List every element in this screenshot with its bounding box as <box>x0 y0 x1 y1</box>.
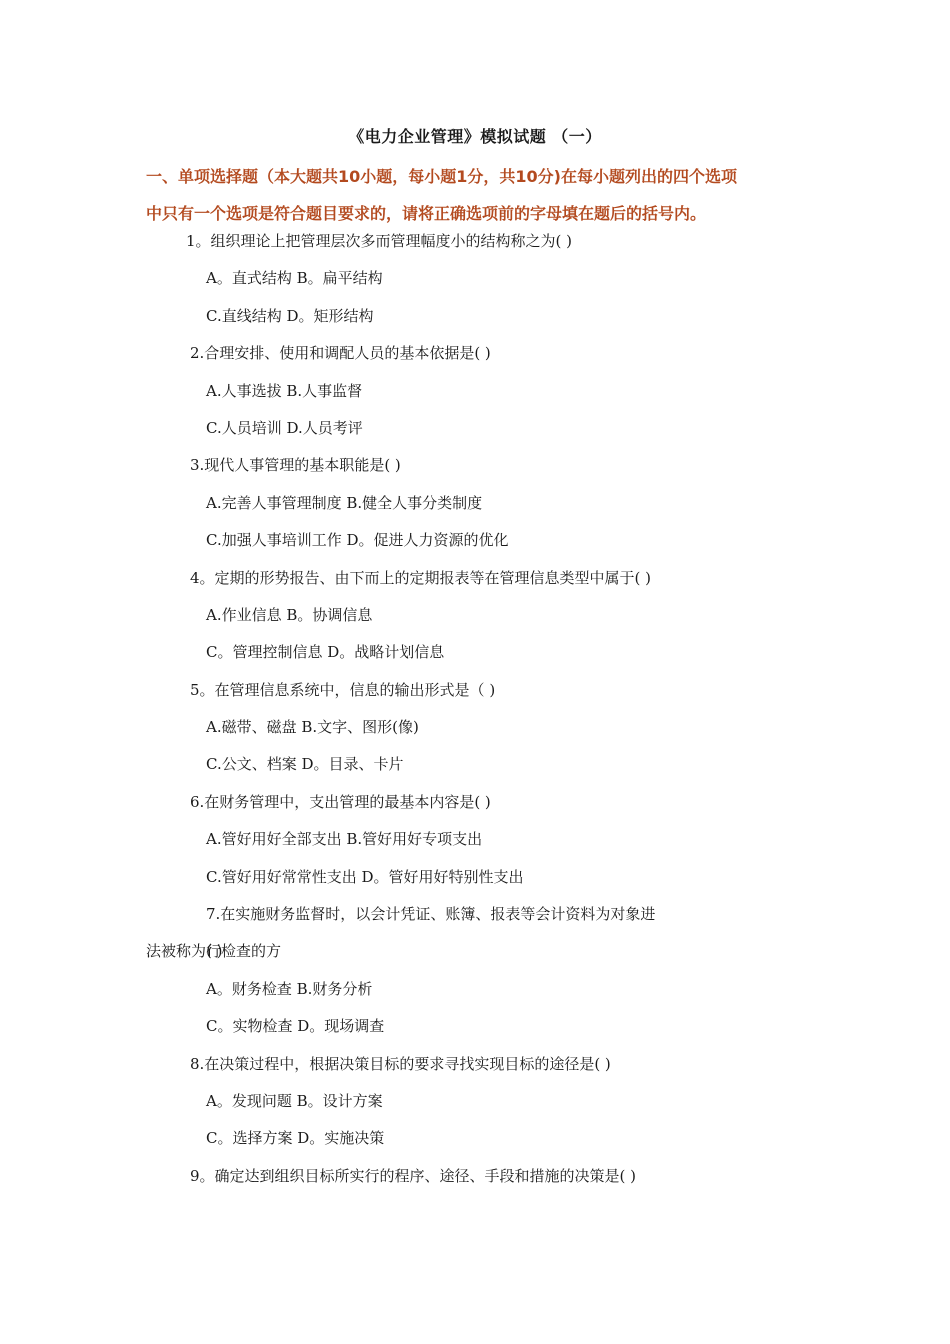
question-6-stem: 6.在财务管理中，支出管理的最基本内容是( ) <box>190 792 491 811</box>
question-2-stem: 2.合理安排、使用和调配人员的基本依据是( ) <box>190 344 491 363</box>
question-4-stem: 4。定期的形势报告、由下而上的定期报表等在管理信息类型中属于( ) <box>190 568 652 587</box>
question-3-stem: 3.现代人事管理的基本职能是( ) <box>190 456 401 475</box>
question-3-options-cd: C.加强人事培训工作 D。促进人力资源的优化 <box>206 531 509 550</box>
question-7-options-cd: C。实物检查 D。现场调查 <box>206 1017 385 1036</box>
question-7-stem-line-1: 7.在实施财务监督时，以会计凭证、账簿、报表等会计资料为对象进行检查的方 <box>206 905 656 961</box>
question-5-stem: 5。在管理信息系统中，信息的输出形式是（ ) <box>190 680 496 699</box>
question-1-options-cd: C.直线结构 D。矩形结构 <box>206 306 374 325</box>
question-6-options-cd: C.管好用好常常性支出 D。管好用好特别性支出 <box>206 867 524 886</box>
question-7-options-ab: A。财务检查 B.财务分析 <box>206 979 373 998</box>
question-list <box>0 223 950 1195</box>
question-7-stem-line-2: 法被称为( ) <box>146 942 223 961</box>
question-1-options-ab: A。直式结构 B。扁平结构 <box>206 269 383 288</box>
question-3-options-ab: A.完善人事管理制度 B.健全人事分类制度 <box>206 493 483 512</box>
question-4-options-cd: C。管理控制信息 D。战略计划信息 <box>206 643 445 662</box>
section-heading <box>146 158 816 232</box>
question-7-stem <box>0 896 660 971</box>
question-2-options-ab: A.人事选拔 B.人事监督 <box>206 381 363 400</box>
question-5-options-ab: A.磁带、磁盘 B.文字、图形(像) <box>206 718 419 737</box>
question-2-options-cd: C.人员培训 D.人员考评 <box>206 418 363 437</box>
question-8-options-cd: C。选择方案 D。实施决策 <box>206 1129 385 1148</box>
section-heading-line-1: 一、单项选择题（本大题共10小题，每小题1分，共10分)在每小题列出的四个选项 <box>146 167 737 186</box>
question-5-options-cd: C.公文、档案 D。目录、卡片 <box>206 755 404 774</box>
question-4-options-ab: A.作业信息 B。协调信息 <box>206 605 373 624</box>
page-title: 《电力企业管理》模拟试题 （一） <box>348 127 602 146</box>
question-6-options-ab: A.管好用好全部支出 B.管好用好专项支出 <box>206 830 483 849</box>
section-heading-line-2: 中只有一个选项是符合题目要求的，请将正确选项前的字母填在题后的括号内。 <box>146 204 707 223</box>
question-1-stem: 1。组织理论上把管理层次多而管理幅度小的结构称之为( ) <box>186 232 573 250</box>
question-9-stem: 9。确定达到组织目标所实行的程序、途径、手段和措施的决策是( ) <box>190 1166 637 1185</box>
question-8-stem: 8.在决策过程中，根据决策目标的要求寻找实现目标的途径是( ) <box>190 1054 611 1073</box>
question-8-options-ab: A。发现问题 B。设计方案 <box>206 1091 383 1110</box>
